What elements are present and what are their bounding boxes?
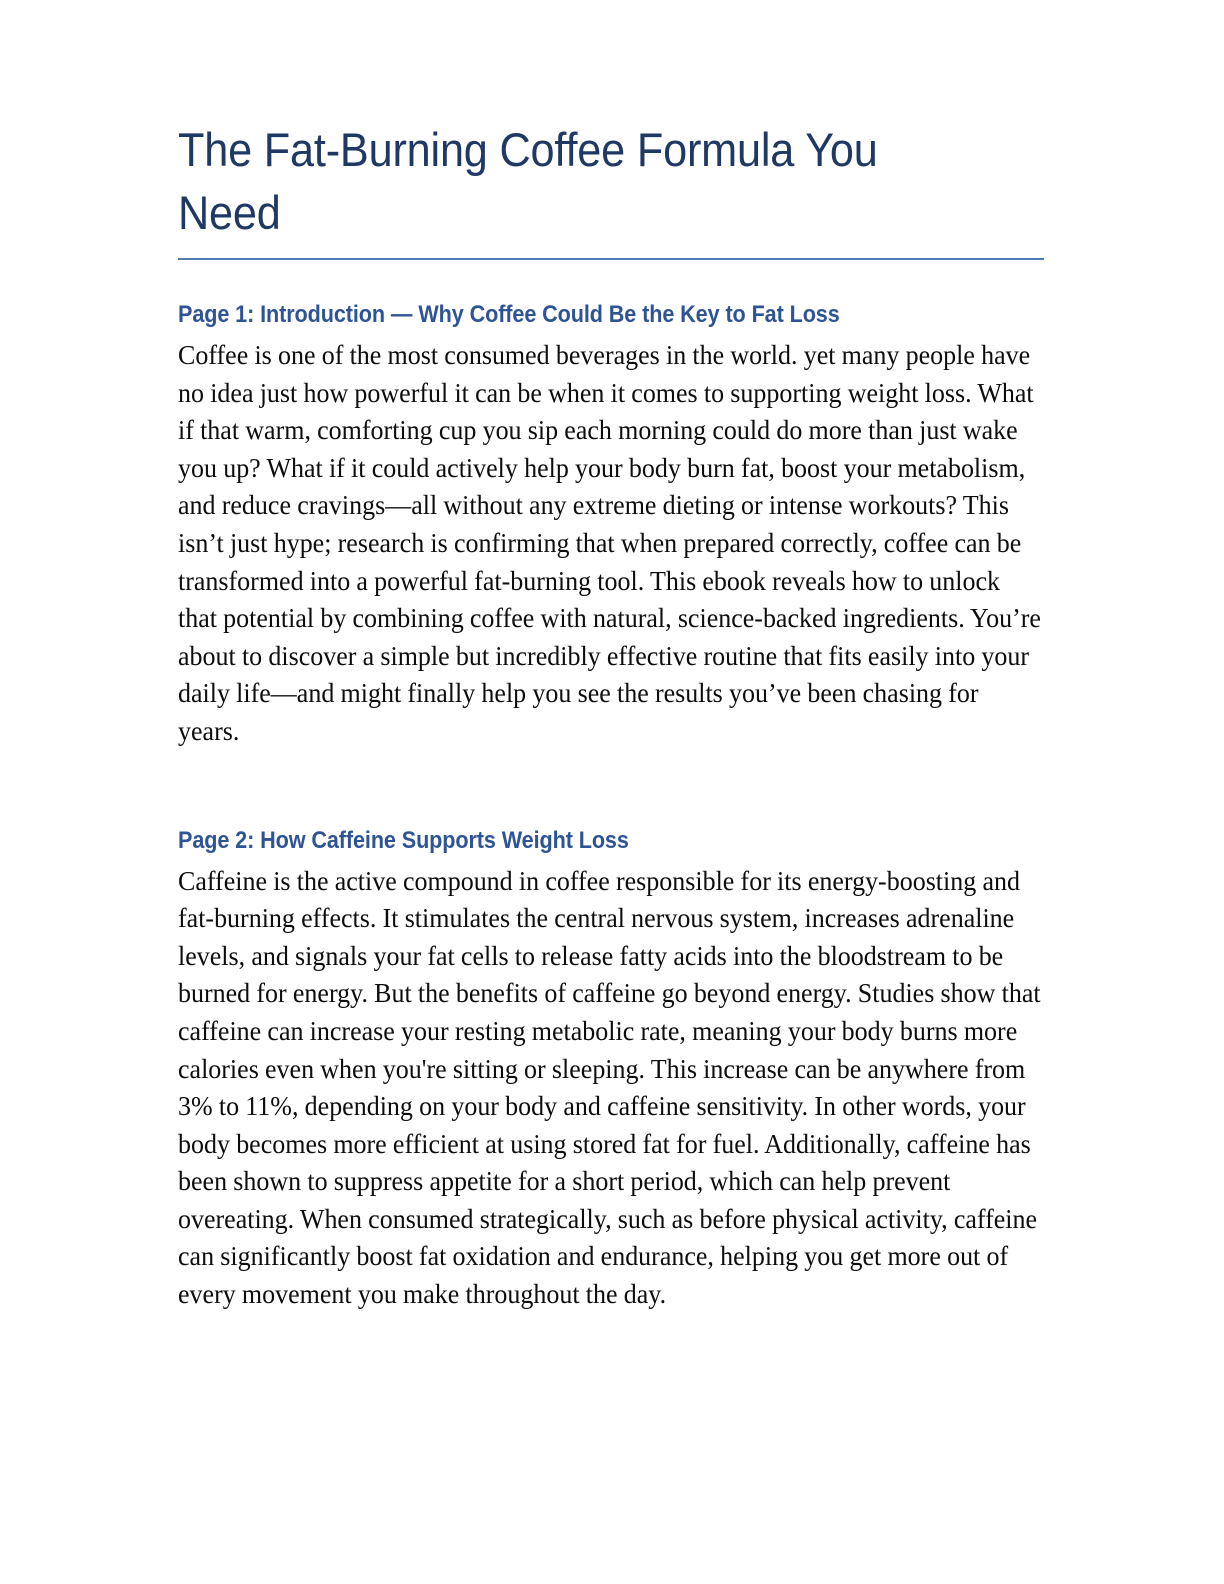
- page-title: The Fat-Burning Coffee Formula You Need: [178, 123, 878, 239]
- section-heading-page-2: Page 2: How Caffeine Supports Weight Loss: [178, 826, 629, 854]
- document-content: [178, 118, 1044, 1313]
- section-page-2: [178, 787, 1044, 1313]
- section-body-page-2: Caffeine is the active compound in coffee responsible for its energy-boosting and fat-burning effects. It stimulates the central nervous system, increases adrenaline levels, and signals your fat cells to release fatty acids into the bloodstream to be burned for energy. But the benefits of caffeine go beyond energy. Studies show that caffeine can increase your resting metabolic rate, meaning your body burns more calories even when you're sitting or sleeping. This increase can be anywhere from 3% to 11%, depending on your body and caffeine sensitivity. In other words, your body becomes more efficient at using stored fat for fuel. Additionally, caffeine has been shown to suppress appetite for a short period, which can help prevent overeating. When consumed strategically, such as before physical activity, caffeine can significantly boost fat oxidation and endurance, helping you get more out of every movement you make throughout the day.: [178, 864, 1041, 1310]
- section-page-1: [178, 260, 1044, 750]
- section-heading-page-1: Page 1: Introduction — Why Coffee Could Be the Key to Fat Loss: [178, 301, 840, 328]
- section-body-page-1: Coffee is one of the most consumed beverages in the world. yet many people have no idea just how powerful it can be when it comes to supporting weight loss. What if that warm, comforting cup you sip each morning could do more than just wake you up? What if it could actively help your body burn fat, boost your metabolism, and reduce cravings—all without any extreme dieting or intense workouts? This isn’t just hype; research is confirming that when prepared correctly, coffee can be transformed into a powerful fat-burning tool. This ebook reveals how to unlock that potential by combining coffee with natural, science-backed ingredients. You’re about to discover a simple but incredibly effective routine that fits easily into your daily life—and might finally help you see the results you’ve been chasing for years.: [178, 339, 1041, 746]
- paragraph-spacer: [178, 750, 1044, 787]
